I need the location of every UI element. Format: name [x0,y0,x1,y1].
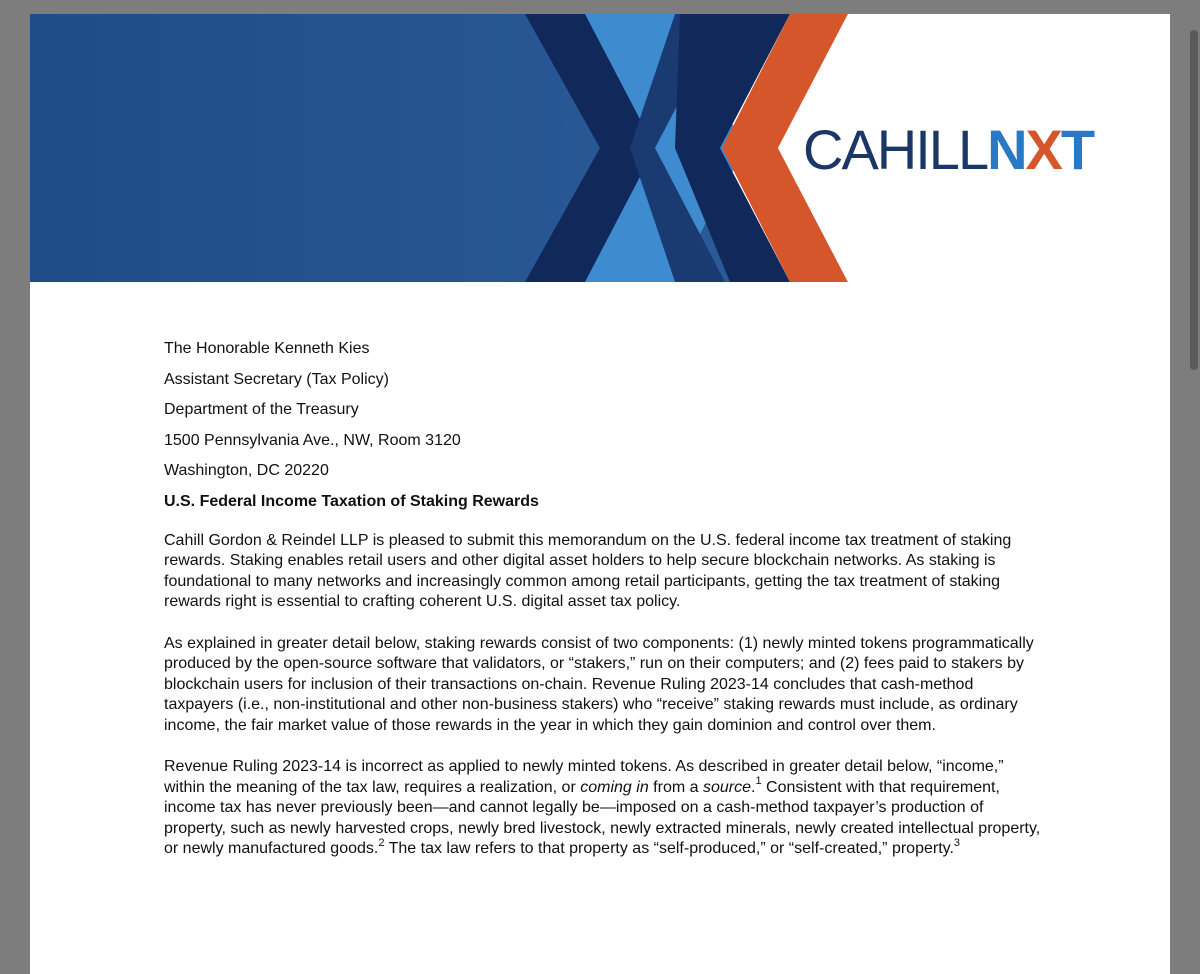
emphasis-source: source [702,778,751,796]
letter-body [164,334,1044,860]
logo-x-letter: X [1025,118,1061,181]
logo-t-letter: T [1060,118,1094,181]
logo-cahill-text: CAHILL [803,118,988,181]
vertical-scrollbar[interactable] [1190,0,1198,963]
footnote-ref-2[interactable]: 2 [378,836,385,849]
recipient-name: The Honorable Kenneth Kies [164,340,370,357]
recipient-title: Assistant Secretary (Tax Policy) [164,370,389,388]
recipient-street: 1500 Pennsylvania Ave., NW, Room 3120 [164,431,461,449]
footnote-ref-1[interactable]: 1 [755,775,762,788]
logo-n-letter: N [987,118,1026,181]
recipient-department: Department of the Treasury [164,401,359,418]
document-page [30,14,1170,974]
scrollbar-thumb[interactable] [1190,30,1198,370]
paragraph-ruling: Revenue Ruling 2023-14 is incorrect as applied to newly minted tokens. As described in greater detail below, “income,” within the meaning of the tax law, requires a realization, or coming in from a source.$^1$ Consistent with that requirement, income tax has never previously been—and cannot legally be—imposed on a cash-method taxpayer’s production of property, such as newly harvested crops, newly bred livestock, newly extracted minerals, newly created intellectual property, or newly manufactured goods.$^2$ The tax law refers to that property as “self-produced,” or “self-created,” property.$^3$ [164,758,1041,857]
cahill-nxt-logo [803,118,1093,182]
footnote-ref-3[interactable]: 3 [953,836,961,849]
paragraph-intro: Cahill Gordon & Reindel LLP is pleased to submit this memorandum on the U.S. federal income tax treatment of staking rewards. Staking enables retail users and other digital asset holders to help secure blockchain networks. As staking is foundational to many networks and increasingly common among retail participants, getting the tax treatment of staking rewards right is essential to crafting coherent U.S. digital asset tax policy. [164,531,1012,610]
subject-heading: U.S. Federal Income Taxation of Staking Rewards [164,492,539,510]
emphasis-coming-in: coming in [580,778,649,796]
paragraph-components: As explained in greater detail below, staking rewards consist of two components: (1) newly minted tokens programmatically produced by the open-source software that validators, or “stakers,” run on their computers; and (2) fees paid to stakers by blockchain users for inclusion of their transactions on-chain. Revenue Ruling 2023-14 concludes that cash-method taxpayers (i.e., non-institutional and other non-business stakers) who “receive” staking rewards must include, as ordinary income, the fair market value of those rewards in the year in which they gain dominion and control over them. [164,634,1034,734]
recipient-city: Washington, DC 20220 [164,462,329,479]
